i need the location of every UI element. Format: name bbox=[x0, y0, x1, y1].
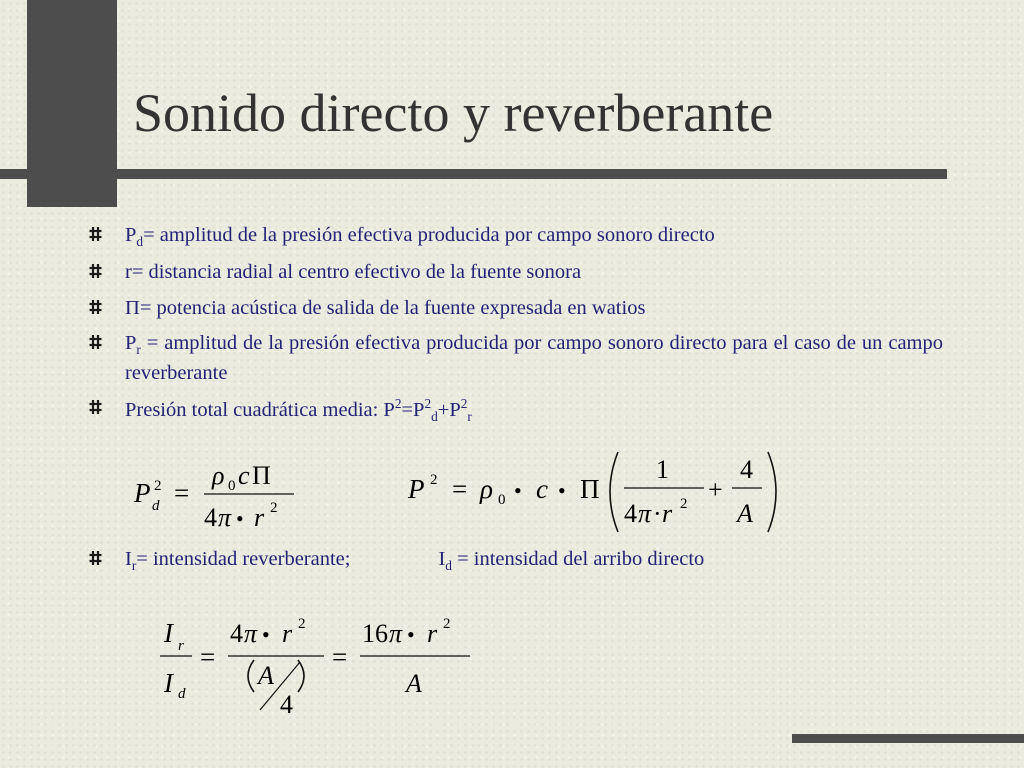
eq2-A: A bbox=[737, 499, 753, 528]
bullet-icon bbox=[88, 297, 103, 317]
bullet-text: +P bbox=[437, 399, 461, 421]
bullet-text: = amplitud de la presión efectiva producida por campo sonoro directo para el caso de un campo reverberante bbox=[125, 332, 943, 384]
bullet-icon bbox=[88, 332, 103, 352]
bullet-item bbox=[88, 295, 943, 323]
eq1-r-sup: 2 bbox=[270, 500, 278, 516]
eq1-rho: ρ bbox=[212, 461, 225, 490]
bullet-text: r= distancia radial al centro efectivo de la fuente sonora bbox=[125, 261, 582, 284]
left-paren-icon bbox=[248, 660, 254, 692]
eq2-four: 4 bbox=[624, 499, 637, 528]
eq1-pi: π bbox=[218, 503, 232, 532]
subscript: d bbox=[431, 409, 438, 425]
bullet-item bbox=[88, 395, 943, 426]
eq2-Pi: Π bbox=[580, 474, 600, 504]
symbol: I bbox=[438, 548, 446, 570]
eq3-pi-2: π bbox=[389, 619, 403, 648]
eq2-cdot: · bbox=[653, 499, 662, 528]
eq1-dot: • bbox=[236, 506, 244, 531]
eq2-dot1: • bbox=[514, 478, 522, 503]
superscript: 2 bbox=[460, 396, 468, 412]
symbol: P bbox=[125, 332, 137, 355]
bullet-icon bbox=[88, 224, 103, 244]
eq1-c: c bbox=[238, 461, 250, 490]
bullet-item bbox=[88, 222, 943, 251]
eq3-dot: • bbox=[262, 622, 270, 647]
eq1-sub: d bbox=[152, 498, 160, 514]
bullet-icon bbox=[88, 548, 103, 568]
subscript: d bbox=[445, 558, 452, 574]
eq2-four-b: 4 bbox=[740, 455, 753, 484]
bullet-text: = intensidad reverberante; bbox=[136, 548, 351, 570]
eq3-sub-r: r bbox=[178, 638, 184, 654]
footer-accent-bar bbox=[792, 734, 1024, 743]
eq3-pi: π bbox=[244, 619, 258, 648]
eq2-r: r bbox=[662, 499, 673, 528]
eq2-equals: = bbox=[452, 474, 468, 504]
symbol: Π bbox=[125, 296, 140, 319]
left-paren-icon bbox=[610, 452, 618, 532]
eq2-c: c bbox=[536, 474, 548, 504]
eq3-A: A bbox=[258, 661, 274, 690]
eq3-equals-2: = bbox=[332, 642, 348, 672]
eq2-sup: 2 bbox=[430, 472, 438, 488]
right-paren-icon bbox=[768, 452, 776, 532]
eq1-zero: 0 bbox=[228, 478, 236, 494]
eq3-four-b: 4 bbox=[280, 690, 293, 719]
eq1-four: 4 bbox=[204, 503, 217, 532]
superscript: 2 bbox=[424, 396, 432, 412]
eq1-P: P bbox=[134, 478, 151, 508]
eq3-equals-1: = bbox=[200, 642, 216, 672]
eq2-rho: ρ bbox=[480, 474, 493, 504]
bullet-text: = amplitud de la presión efectiva producida por campo sonoro directo bbox=[143, 224, 715, 246]
slide-title: Sonido directo y reverberante bbox=[133, 83, 774, 143]
eq3-four: 4 bbox=[230, 619, 243, 648]
eq1-r: r bbox=[254, 503, 265, 532]
equation-direct-pressure bbox=[128, 450, 308, 538]
eq1-sup: 2 bbox=[154, 478, 162, 494]
eq3-A2: A bbox=[406, 669, 422, 698]
eq3-r-sup-2: 2 bbox=[443, 616, 451, 632]
eq2-r-sup: 2 bbox=[680, 496, 688, 512]
subscript: r bbox=[131, 558, 137, 574]
eq2-dot2: • bbox=[558, 478, 566, 503]
eq2-plus: + bbox=[708, 475, 723, 504]
bullet-icon bbox=[88, 261, 103, 281]
bullet-list-intensity bbox=[88, 546, 943, 583]
bullet-text: Presión total cuadrática media: P bbox=[125, 399, 395, 421]
eq3-I-top: I bbox=[164, 618, 173, 648]
right-paren-icon bbox=[298, 660, 304, 692]
bullet-item bbox=[88, 259, 943, 287]
eq3-I-bottom: I bbox=[164, 668, 173, 698]
symbol: P bbox=[125, 224, 137, 246]
eq3-sixteen: 16 bbox=[362, 619, 388, 648]
bullet-list bbox=[88, 222, 943, 434]
subscript: r bbox=[136, 342, 141, 358]
eq2-pi: π bbox=[638, 499, 652, 528]
eq2-zero: 0 bbox=[498, 492, 506, 508]
bullet-icon bbox=[88, 397, 103, 417]
equation-total-pressure bbox=[400, 446, 785, 538]
eq1-equals: = bbox=[174, 478, 190, 508]
eq1-Pi: Π bbox=[252, 461, 271, 490]
bullet-text: =P bbox=[401, 399, 425, 421]
eq3-r-2: r bbox=[427, 619, 438, 648]
eq3-sub-d: d bbox=[178, 686, 186, 702]
subscript: d bbox=[136, 234, 144, 250]
eq3-r-sup: 2 bbox=[298, 616, 306, 632]
bullet-item bbox=[88, 330, 943, 387]
bullet-item bbox=[88, 546, 943, 575]
eq3-r: r bbox=[282, 619, 293, 648]
eq2-one: 1 bbox=[656, 455, 669, 484]
eq3-dot-2: • bbox=[407, 622, 415, 647]
bullet-text: = potencia acústica de salida de la fuente expresada en watios bbox=[139, 296, 646, 319]
superscript: 2 bbox=[394, 396, 402, 412]
subscript: r bbox=[467, 409, 472, 425]
equation-intensity-ratio bbox=[152, 612, 477, 722]
symbol: I bbox=[125, 548, 132, 570]
title-underline-bar bbox=[0, 169, 947, 179]
bullet-text: = intensidad del arribo directo bbox=[451, 548, 705, 570]
eq2-P: P bbox=[408, 474, 425, 504]
